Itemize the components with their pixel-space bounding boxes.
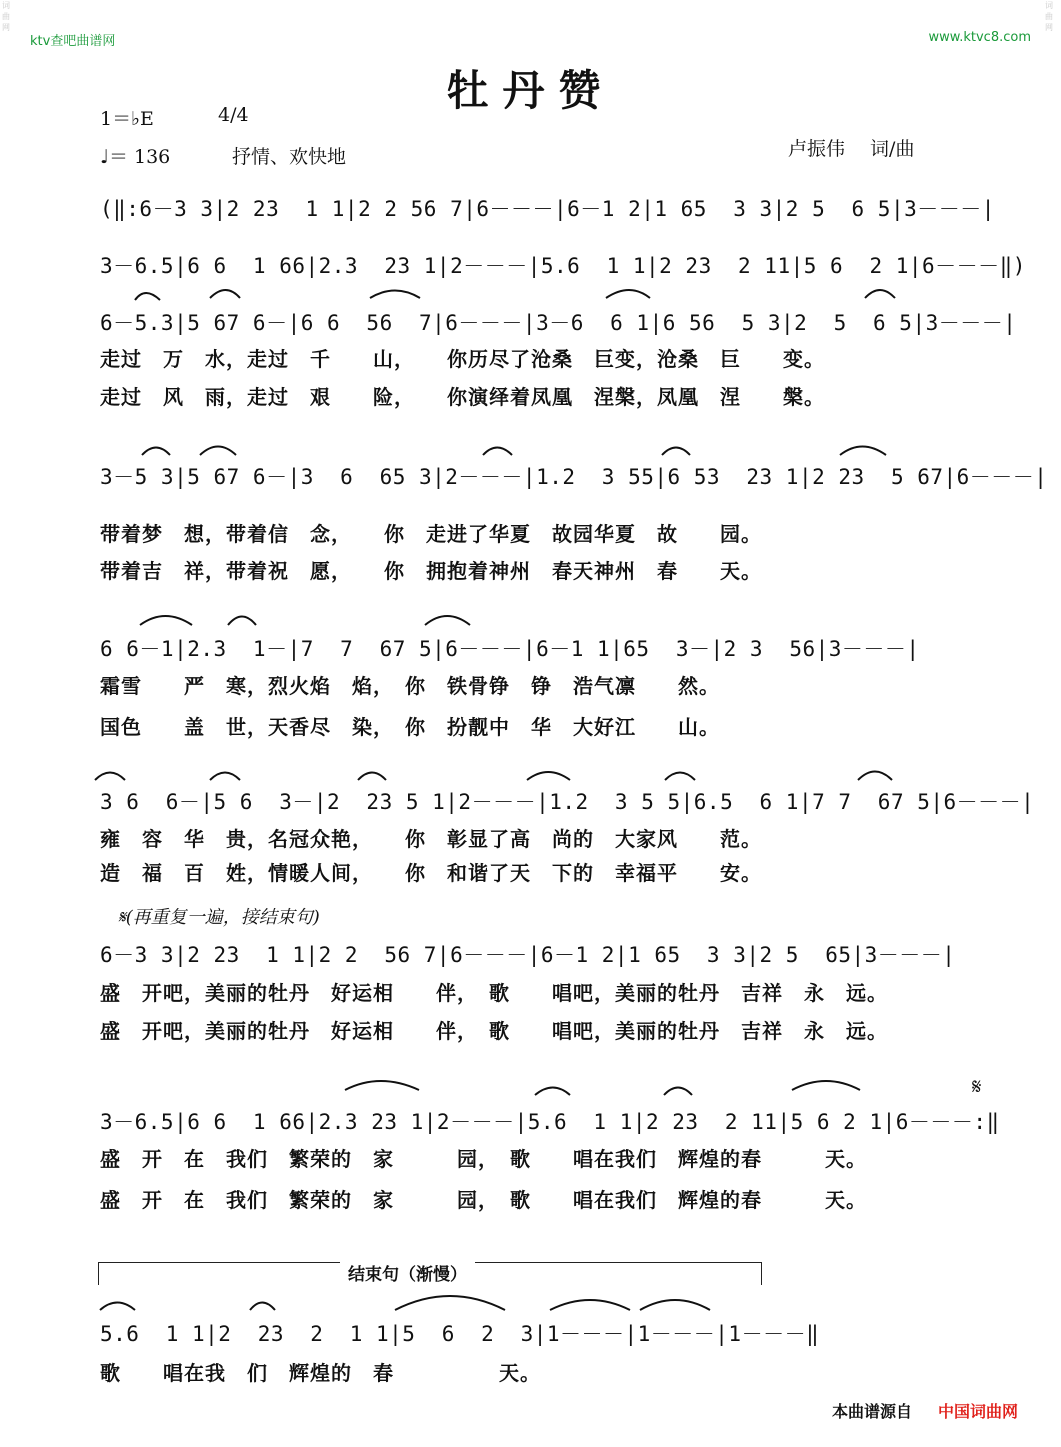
notation-line-4: 3－5 3|5 67 6－|3 6 65 3|2－－－|1.2 3 55|6 53 23 1|2 23 5 67|6－－－| [100,465,1048,489]
footer-brand-link[interactable]: 中国词曲网 [938,1402,1019,1421]
site-link-right[interactable]: www.ktvc8.com [928,30,1031,45]
lyric-line-4-verse-2: 带着吉 祥，带着祝 愿， 你 拥抱着神州 春天神州 春 天。 [100,559,762,583]
lyric-line-8-verse-2: 盛 开 在 我们 繁荣的 家 园， 歌 唱在我们 辉煌的春 天。 [100,1188,867,1212]
lyric-ending: 歌 唱在我 们 辉煌的 春 天。 [100,1361,541,1385]
key-signature: 1＝♭E [100,108,154,130]
notation-line-6: 3 6 6－|5 6 3－|2 23 5 1|2－－－|1.2 3 5 5|6.5 6 1|7 7 67 5|6－－－| [100,790,1035,814]
notation-ending: 5.6 1 1|2 23 2 1 1|5 6 2 3|1－－－|1－－－|1－－－‖ [100,1322,820,1346]
footer-source-text: 本曲谱源自 [832,1402,913,1421]
segno-icon: 𝄋 [972,1075,982,1100]
lyric-line-3-verse-1: 走过 万 水，走过 千 山， 你历尽了沧桑 巨变，沧桑 巨 变。 [100,347,825,371]
edge-watermark-right: 词曲网 [1045,1,1053,32]
notation-line-3: 6－5.3|5 67 6－|6 6 56 7|6－－－|3－6 6 1|6 56 5 3|2 5 6 5|3－－－| [100,311,1017,335]
lyric-line-3-verse-2: 走过 风 雨，走过 艰 险， 你演绎着凤凰 涅槃，凤凰 涅 槃。 [100,385,825,409]
author-credit: 卢振伟 词/曲 [788,138,915,160]
notation-line-5: 6 6－1|2.3 1－|7 7 67 5|6－－－|6－1 1|65 3－|2 3 56|3－－－| [100,637,920,661]
lyric-line-7-verse-2: 盛 开吧，美丽的牡丹 好运相 伴， 歌 唱吧，美丽的牡丹 吉祥 永 远。 [100,1019,888,1043]
notation-line-1: (‖:6－3 3|2 23 1 1|2 2 56 7|6－－－|6－1 2|1 65 3 3|2 5 6 5|3－－－| [100,197,995,221]
edge-watermark-left: 词曲网 [2,1,10,32]
lyric-line-5-verse-1: 霜雪 严 寒，烈火焰 焰， 你 铁骨铮 铮 浩气凛 然。 [100,674,720,698]
repeat-annotation: 𝄋(再重复一遍，接结束句) [118,907,320,928]
notation-line-8: 3－6.5|6 6 1 66|2.3 23 1|2－－－|5.6 1 1|2 23 2 11|5 6 2 1|6－－－:‖ [100,1110,1000,1134]
notation-line-7: 6－3 3|2 23 1 1|2 2 56 7|6－－－|6－1 2|1 65 3 3|2 5 65|3－－－| [100,943,956,967]
lyric-line-5-verse-2: 国色 盖 世，天香尽 染， 你 扮靓中 华 大好江 山。 [100,715,720,739]
lyric-line-6-verse-1: 雍 容 华 贵，名冠众艳， 你 彰显了高 尚的 大家风 范。 [100,827,762,851]
site-link-left[interactable]: ktv查吧曲谱网 [30,34,116,49]
time-signature: 4/4 [218,104,249,126]
lyric-line-8-verse-1: 盛 开 在 我们 繁荣的 家 园， 歌 唱在我们 辉煌的春 天。 [100,1147,867,1171]
expression-marking: 抒情、欢快地 [232,146,347,168]
tempo-marking: ♩＝ 136 [100,146,171,168]
notation-line-2: 3－6.5|6 6 1 66|2.3 23 1|2－－－|5.6 1 1|2 23 2 11|5 6 2 1|6－－－‖) [100,254,1026,278]
lyric-line-7-verse-1: 盛 开吧，美丽的牡丹 好运相 伴， 歌 唱吧，美丽的牡丹 吉祥 永 远。 [100,981,888,1005]
song-title: 牡丹赞 [446,66,615,115]
lyric-line-6-verse-2: 造 福 百 姓，情暖人间， 你 和谐了天 下的 幸福平 安。 [100,861,762,885]
lyric-line-4-verse-1: 带着梦 想，带着信 念， 你 走进了华夏 故园华夏 故 园。 [100,522,762,546]
ending-label: 结束句（渐慢） [340,1260,475,1285]
